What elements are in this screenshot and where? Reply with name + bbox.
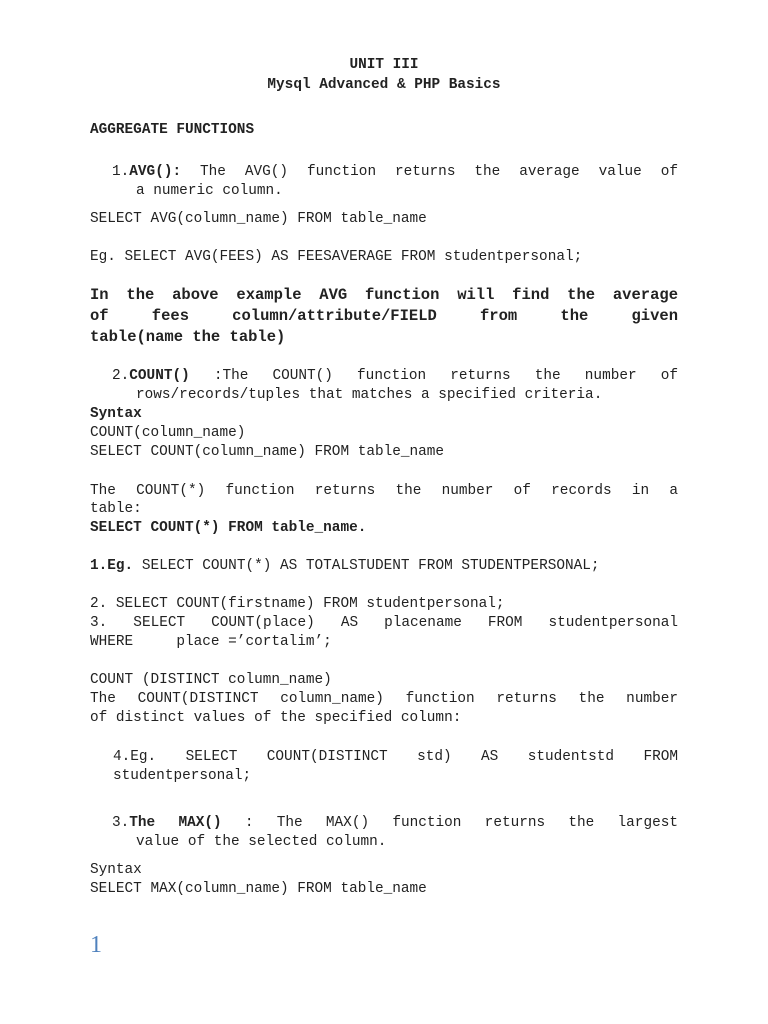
max-function-name: The MAX() [129,815,222,831]
count-distinct-description-cont: of distinct values of the specified column: [90,710,462,726]
max-description-cont: value of the selected column. [136,834,387,850]
max-description: : The MAX() function returns the largest [221,815,678,831]
avg-description-cont: a numeric column. [136,183,283,199]
count-star-description-cont: table: [90,501,142,517]
avg-description: The AVG() function returns the average value of [181,164,678,180]
avg-note-line-1: In the above example AVG function will find the average [90,286,678,304]
avg-syntax: SELECT AVG(column_name) FROM table_name [90,211,427,227]
count-syntax-label: Syntax [90,406,142,422]
avg-note-line-3: table(name the table) [90,328,286,346]
count-syntax-line-1: COUNT(column_name) [90,425,246,441]
avg-example: Eg. SELECT AVG(FEES) AS FEESAVERAGE FROM studentpersonal; [90,249,583,265]
avg-item [112,163,678,182]
count-description-cont: rows/records/tuples that matches a specified criteria. [136,387,603,403]
count-distinct-description: The COUNT(DISTINCT column_name) function returns the number [90,691,678,707]
count-example-3: 3. SELECT COUNT(place) AS placename FROM studentpersonal [90,615,678,631]
count-star-description: The COUNT(*) function returns the number of records in a [90,483,678,499]
count-star-syntax: SELECT COUNT(*) FROM table_name. [90,520,367,536]
section-heading: AGGREGATE FUNCTIONS [90,122,255,138]
count-example-3-cont: WHERE place =’cortalim’; [90,634,332,650]
max-syntax-label: Syntax [90,862,142,878]
avg-function-name: AVG(): [129,164,182,180]
count-function-name: COUNT() [129,368,190,384]
count-example-1-query: SELECT COUNT(*) AS TOTALSTUDENT FROM STUDENTPERSONAL; [133,558,600,574]
count-description: :The COUNT() function returns the number of [189,368,678,384]
max-syntax: SELECT MAX(column_name) FROM table_name [90,881,427,897]
unit-heading: UNIT III [349,57,419,73]
avg-note-line-2: of fees column/attribute/FIELD from the given [90,307,678,325]
max-number: 3. [112,815,130,831]
count-syntax-line-2: SELECT COUNT(column_name) FROM table_name [90,444,445,460]
count-example-1-label: 1.Eg. [90,558,134,574]
count-example-4: 4.Eg. SELECT COUNT(DISTINCT std) AS studentstd FROM [113,749,678,765]
max-item [112,814,678,833]
count-distinct-syntax: COUNT (DISTINCT column_name) [90,672,332,688]
count-number: 2. [112,368,130,384]
count-example-2: 2. SELECT COUNT(firstname) FROM studentpersonal; [90,596,505,612]
count-example-1 [90,557,678,576]
avg-number: 1. [112,164,130,180]
page-number: 1 [90,932,102,958]
count-item [112,367,678,386]
count-example-4-cont: studentpersonal; [113,768,252,784]
page-title: Mysql Advanced & PHP Basics [267,77,501,93]
